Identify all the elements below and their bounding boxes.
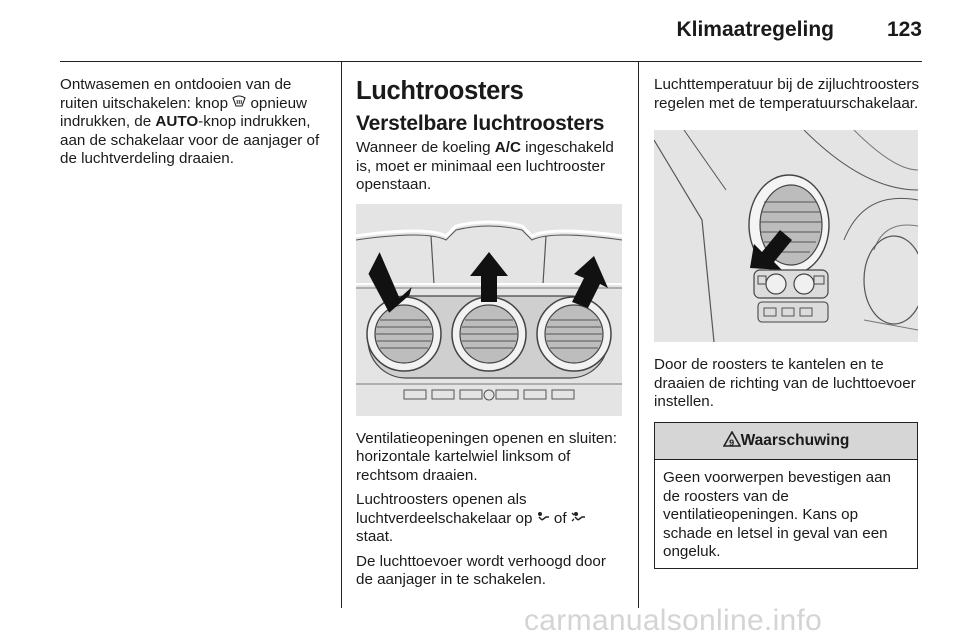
- page-number: 123: [886, 18, 922, 41]
- warning-box: [654, 422, 918, 569]
- paragraph-side-vent-temp: Luchttemperatuur bij de zijluchtroosters regelen met de temperatuurschakelaar.: [654, 76, 920, 112]
- page-header-title: Klimaatregeling: [676, 18, 834, 41]
- warning-triangle-icon: [723, 431, 741, 447]
- column-middle: [356, 76, 626, 596]
- column-divider: [638, 62, 639, 608]
- section-title: Luchtroosters: [356, 77, 524, 105]
- airflow-upper-icon: [537, 510, 550, 529]
- subsection-title: Verstelbare luchtroosters: [356, 112, 605, 135]
- warning-text: Geen voorwerpen bevestigen aan de roosters van de ventilatieopeningen. Kans op schade en letsel in geval van een ongeluk.: [663, 469, 891, 560]
- watermark: carmanualsonline.info: [524, 604, 823, 637]
- paragraph-tilt-rotate: Door de roosters te kantelen en te draaien de richting van de luchttoevoer instellen.: [654, 356, 916, 410]
- header-divider: [60, 61, 922, 62]
- column-divider: [341, 62, 342, 608]
- paragraph-open-close: Ventilatieopeningen openen en sluiten: horizontale kartelwiel linksom of rechtsom draaien.: [356, 429, 617, 484]
- paragraph-blower: De luchttoevoer wordt verhoogd door de aanjager in te schakelen.: [356, 552, 606, 588]
- center-vents-illustration: [356, 204, 622, 416]
- warning-header: [655, 423, 917, 461]
- paragraph-airflow-switch: Luchtroosters openen als luchtverdeelschakelaar op of staat.: [356, 491, 626, 547]
- paragraph-defrost-off: Ontwasemen en ontdooien van de ruiten uitschakelen: knop opnieuw indrukken, de AUTO-knop indrukken, aan de schakelaar voor de aanjager of de luchtverdeling draaien.: [60, 76, 320, 167]
- column-right: [654, 76, 922, 569]
- warning-title: Waarschuwing: [740, 431, 850, 449]
- side-vent-illustration: [654, 130, 918, 342]
- column-left: [60, 76, 332, 175]
- warning-symbol-label: 9: [729, 437, 735, 448]
- airflow-upper-lower-icon: [571, 510, 586, 529]
- defrost-icon: [232, 95, 246, 114]
- paragraph-ac: Wanneer de koeling A/C ingeschakeld is, moet er minimaal een luchtrooster openstaan.: [356, 139, 614, 193]
